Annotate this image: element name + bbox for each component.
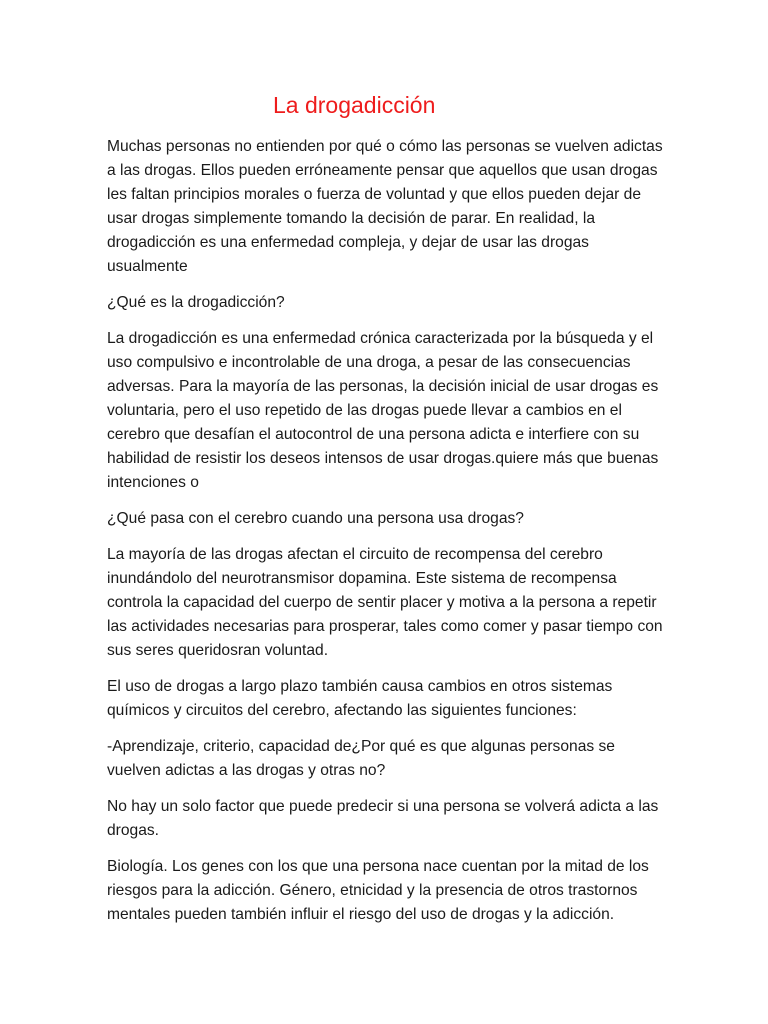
document-title: La drogadicción (273, 92, 436, 118)
paragraph-factor: No hay un solo factor que puede predecir si una persona se volverá adicta a las drogas. (107, 798, 659, 839)
paragraph-definition: La drogadicción es una enfermedad crónica caracterizada por la búsqueda y el uso compulsivo e incontrolable de una droga, a pesar de las consecuencias adversas. Para la mayoría de las personas, la decisión inicial de usar drogas es voluntaria, pero el uso repetido de las drogas puede llevar a cambios en el cerebro que desafían el autocontrol de una persona adicta e interfiere con su habilidad de resistir los deseos intensos de usar drogas.quiere más que buenas intenciones o (107, 330, 659, 491)
section-heading-cerebro: ¿Qué pasa con el cerebro cuando una persona usa drogas? (107, 510, 524, 527)
paragraph-intro: Muchas personas no entienden por qué o cómo las personas se vuelven adictas a las drogas. Ellos pueden erróneamente pensar que aquellos que usan drogas les faltan principios morales o fuerza de voluntad y que ellos pueden dejar de usar drogas simplemente tomando la decisión de parar. En realidad, la drogadicción es una enfermedad compleja, y dejar de usar las drogas usualmente (107, 138, 663, 275)
section-heading-que-es: ¿Qué es la drogadicción? (107, 294, 285, 311)
paragraph-aprendizaje: -Aprendizaje, criterio, capacidad de¿Por qué es que algunas personas se vuelven adictas a las drogas y otras no? (107, 738, 615, 779)
paragraph-largo-plazo: El uso de drogas a largo plazo también causa cambios en otros sistemas químicos y circuitos del cerebro, afectando las siguientes funciones: (107, 678, 613, 719)
paragraph-biologia: Biología. Los genes con los que una persona nace cuentan por la mitad de los riesgos para la adicción. Género, etnicidad y la presencia de otros trastornos mentales pueden también influir el riesgo del uso de drogas y la adicción. (107, 858, 649, 923)
paragraph-recompensa: La mayoría de las drogas afectan el circuito de recompensa del cerebro inundándolo del neurotransmisor dopamina. Este sistema de recompensa controla la capacidad del cuerpo de sentir placer y motiva a la persona a repetir las actividades necesarias para prosperar, tales como comer y pasar tiempo con sus seres queridosran voluntad. (107, 546, 663, 659)
document-body (107, 135, 667, 939)
